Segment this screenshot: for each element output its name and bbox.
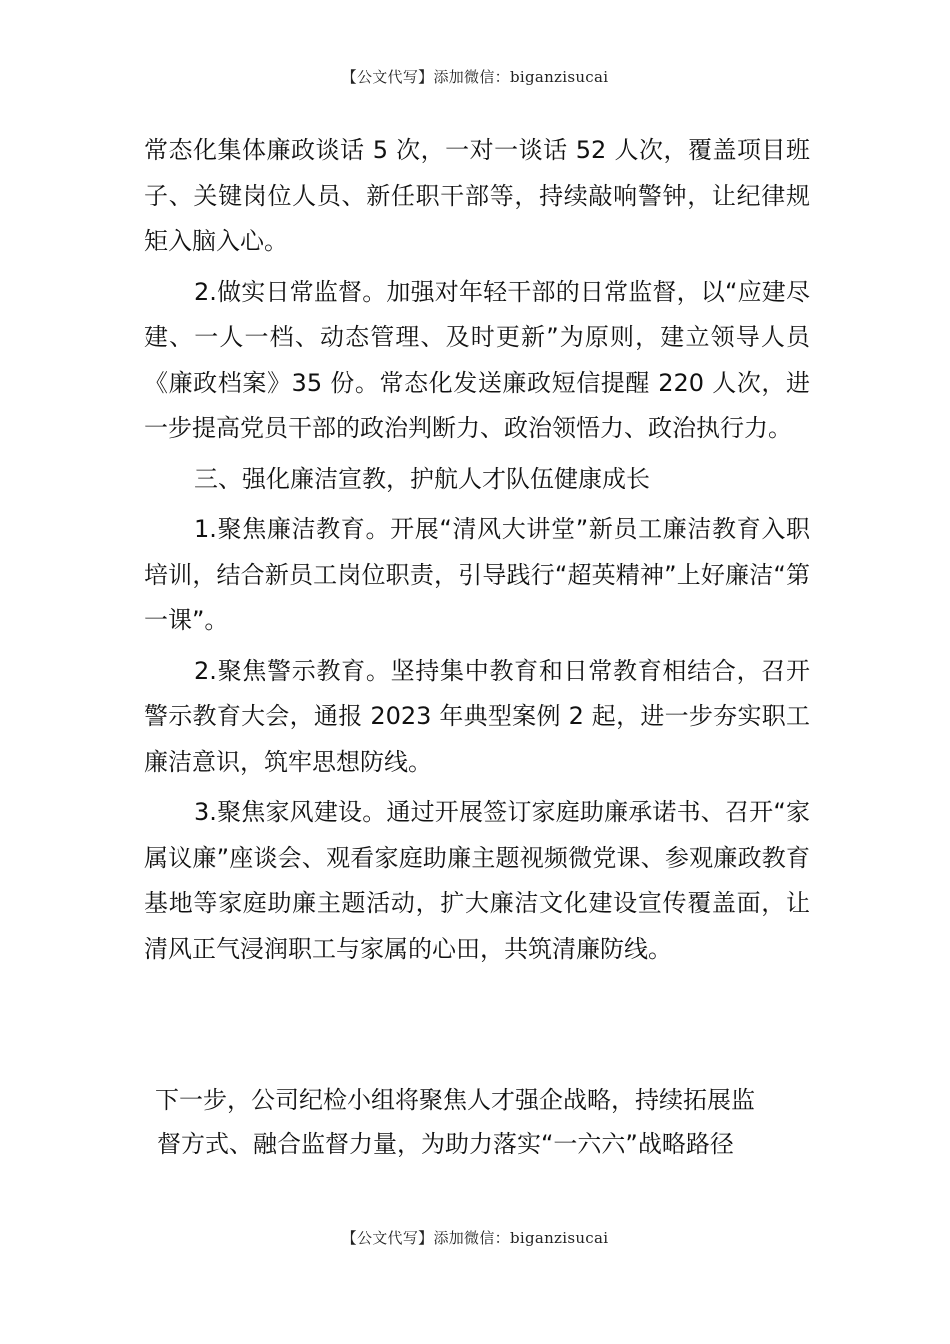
paragraph-daily-supervision: 2.做实日常监督。加强对年轻干部的日常监督，以“应建尽建、一人一档、动态管理、及时更新”为原则，建立领导人员《廉政档案》35 份。常态化发送廉政短信提醒 220 人次，进一步提高党员干部的政治判断力、政治领悟力、政治执行力。 [144, 277, 810, 442]
section-heading-3: 三、强化廉洁宣教，护航人才队伍健康成长 [194, 464, 650, 493]
paragraph-warning-education: 2.聚焦警示教育。坚持集中教育和日常教育相结合，召开警示教育大会，通报 2023 年典型案例 2 起，进一步夯实职工廉洁意识，筑牢思想防线。 [144, 656, 810, 776]
body-text [144, 128, 810, 977]
page-header-watermark: 【公文代写】添加微信：biganzisucai [341, 68, 609, 86]
closing-paragraph [155, 1078, 805, 1166]
paragraph-integrity-education: 1.聚焦廉洁教育。开展“清风大讲堂”新员工廉洁教育入职培训，结合新员工岗位职责，引导践行“超英精神”上好廉洁“第一课”。 [144, 515, 810, 634]
closing-line-1: 下一步，公司纪检小组将聚焦人才强企战略，持续拓展监 [155, 1086, 755, 1114]
paragraph-family-culture: 3.聚焦家风建设。通过开展签订家庭助廉承诺书、召开“家属议廉”座谈会、观看家庭助廉主题视频微党课、参观廉政教育基地等家庭助廉主题活动，扩大廉洁文化建设宣传覆盖面，让清风正气浸润职工与家属的心田，共筑清廉防线。 [144, 798, 810, 963]
paragraph-continuation: 常态化集体廉政谈话 5 次，一对一谈话 52 人次，覆盖项目班子、关键岗位人员、新任职干部等，持续敲响警钟，让纪律规矩入脑入心。 [144, 136, 810, 255]
closing-line-2: 督方式、融合监督力量，为助力落实“一六六”战略路径 [157, 1130, 734, 1158]
page-footer-watermark: 【公文代写】添加微信：biganzisucai [341, 1229, 609, 1247]
